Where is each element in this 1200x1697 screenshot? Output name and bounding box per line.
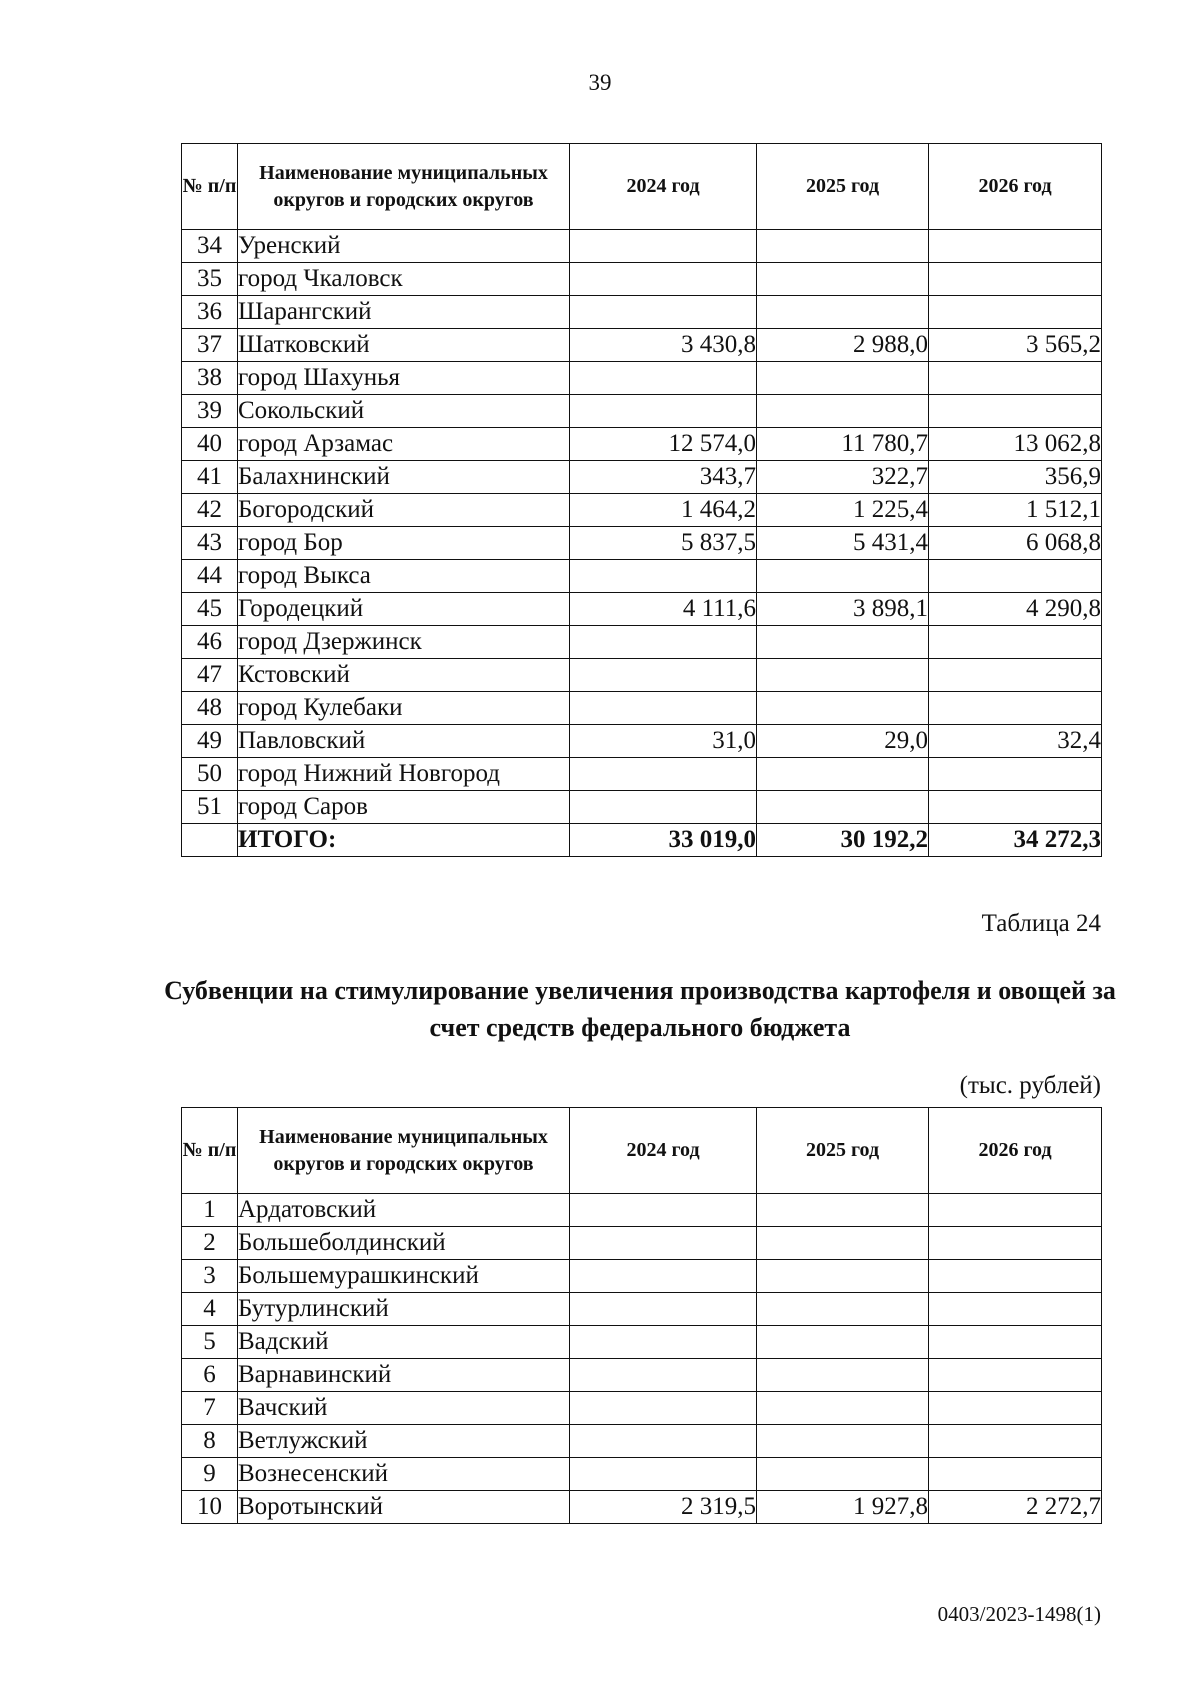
row-number-cell: 2 bbox=[182, 1227, 238, 1260]
district-name-cell: Вадский bbox=[238, 1326, 570, 1359]
value-2026-cell: 13 062,8 bbox=[929, 428, 1102, 461]
table-row bbox=[182, 1194, 1102, 1227]
value-2026-cell bbox=[929, 1359, 1102, 1392]
table-row bbox=[182, 1392, 1102, 1425]
row-number-cell: 43 bbox=[182, 527, 238, 560]
district-name-cell: город Бор bbox=[238, 527, 570, 560]
value-2025-cell bbox=[757, 1194, 929, 1227]
value-2025-cell bbox=[757, 560, 929, 593]
table-row bbox=[182, 263, 1102, 296]
value-2026-cell bbox=[929, 1425, 1102, 1458]
value-2024-cell bbox=[570, 1458, 757, 1491]
row-number-cell: 34 bbox=[182, 230, 238, 263]
table-row bbox=[182, 395, 1102, 428]
header-year-2025: 2025 год bbox=[757, 144, 929, 230]
district-name-cell: Вачский bbox=[238, 1392, 570, 1425]
row-number-cell: 48 bbox=[182, 692, 238, 725]
value-2025-cell bbox=[757, 263, 929, 296]
value-2026-cell: 4 290,8 bbox=[929, 593, 1102, 626]
value-2025-cell bbox=[757, 1326, 929, 1359]
value-2024-cell bbox=[570, 1425, 757, 1458]
value-2024-cell: 3 430,8 bbox=[570, 329, 757, 362]
table-header-row bbox=[182, 1108, 1102, 1194]
value-2025-cell bbox=[757, 692, 929, 725]
value-2026-cell bbox=[929, 692, 1102, 725]
value-2026-cell bbox=[929, 1326, 1102, 1359]
table-row bbox=[182, 362, 1102, 395]
table-caption: Таблица 24 bbox=[981, 910, 1101, 937]
district-name-cell: город Дзержинск bbox=[238, 626, 570, 659]
value-2026-cell bbox=[929, 296, 1102, 329]
value-2026-cell: 356,9 bbox=[929, 461, 1102, 494]
value-2025-cell bbox=[757, 758, 929, 791]
value-2025-cell bbox=[757, 1359, 929, 1392]
value-2026-cell bbox=[929, 230, 1102, 263]
units-label: (тыс. рублей) bbox=[959, 1072, 1101, 1099]
value-2026-cell bbox=[929, 263, 1102, 296]
value-2025-cell bbox=[757, 296, 929, 329]
district-name-cell: город Кулебаки bbox=[238, 692, 570, 725]
header-district-name: Наименование муниципальных округов и городских округов bbox=[238, 1108, 570, 1194]
total-district-name-cell: ИТОГО: bbox=[238, 824, 570, 857]
document-number: 0403/2023-1498(1) bbox=[937, 1602, 1101, 1626]
value-2024-cell bbox=[570, 1392, 757, 1425]
header-year-2026: 2026 год bbox=[929, 1108, 1102, 1194]
value-2025-cell bbox=[757, 626, 929, 659]
total-value-2026-cell: 34 272,3 bbox=[929, 824, 1102, 857]
table-row bbox=[182, 1491, 1102, 1524]
row-number-cell: 6 bbox=[182, 1359, 238, 1392]
value-2026-cell bbox=[929, 1227, 1102, 1260]
row-number-cell: 7 bbox=[182, 1392, 238, 1425]
table-row bbox=[182, 1326, 1102, 1359]
value-2024-cell bbox=[570, 1260, 757, 1293]
value-2026-cell bbox=[929, 1260, 1102, 1293]
value-2025-cell: 5 431,4 bbox=[757, 527, 929, 560]
table-row bbox=[182, 593, 1102, 626]
value-2024-cell bbox=[570, 791, 757, 824]
table-row bbox=[182, 758, 1102, 791]
value-2024-cell: 1 464,2 bbox=[570, 494, 757, 527]
value-2024-cell bbox=[570, 659, 757, 692]
table-row bbox=[182, 296, 1102, 329]
value-2025-cell: 1 225,4 bbox=[757, 494, 929, 527]
district-name-cell: Большемурашкинский bbox=[238, 1260, 570, 1293]
total-row bbox=[182, 824, 1102, 857]
value-2024-cell bbox=[570, 1227, 757, 1260]
row-number-cell: 9 bbox=[182, 1458, 238, 1491]
value-2026-cell: 6 068,8 bbox=[929, 527, 1102, 560]
district-name-cell: Кстовский bbox=[238, 659, 570, 692]
value-2025-cell bbox=[757, 1392, 929, 1425]
value-2025-cell: 11 780,7 bbox=[757, 428, 929, 461]
row-number-cell: 44 bbox=[182, 560, 238, 593]
row-number-cell: 5 bbox=[182, 1326, 238, 1359]
value-2025-cell: 2 988,0 bbox=[757, 329, 929, 362]
row-number-cell: 36 bbox=[182, 296, 238, 329]
value-2026-cell bbox=[929, 1458, 1102, 1491]
value-2025-cell: 322,7 bbox=[757, 461, 929, 494]
row-number-cell: 1 bbox=[182, 1194, 238, 1227]
header-year-2024: 2024 год bbox=[570, 144, 757, 230]
table-row bbox=[182, 1227, 1102, 1260]
value-2025-cell bbox=[757, 791, 929, 824]
row-number-cell: 8 bbox=[182, 1425, 238, 1458]
row-number-cell: 49 bbox=[182, 725, 238, 758]
value-2024-cell: 2 319,5 bbox=[570, 1491, 757, 1524]
table-row bbox=[182, 692, 1102, 725]
table-row bbox=[182, 527, 1102, 560]
value-2025-cell bbox=[757, 362, 929, 395]
value-2026-cell bbox=[929, 362, 1102, 395]
value-2025-cell: 1 927,8 bbox=[757, 1491, 929, 1524]
table-row bbox=[182, 428, 1102, 461]
value-2024-cell bbox=[570, 1194, 757, 1227]
row-number-cell: 4 bbox=[182, 1293, 238, 1326]
value-2024-cell: 31,0 bbox=[570, 725, 757, 758]
value-2025-cell bbox=[757, 1260, 929, 1293]
header-year-2026: 2026 год bbox=[929, 144, 1102, 230]
table-row bbox=[182, 494, 1102, 527]
value-2025-cell bbox=[757, 1293, 929, 1326]
district-name-cell: город Саров bbox=[238, 791, 570, 824]
row-number-cell: 3 bbox=[182, 1260, 238, 1293]
subsidy-table-continued bbox=[181, 143, 1102, 857]
value-2026-cell bbox=[929, 1293, 1102, 1326]
table-row bbox=[182, 659, 1102, 692]
value-2025-cell bbox=[757, 659, 929, 692]
value-2026-cell bbox=[929, 791, 1102, 824]
table-row bbox=[182, 1359, 1102, 1392]
value-2024-cell: 4 111,6 bbox=[570, 593, 757, 626]
page-number: 39 bbox=[588, 70, 612, 95]
value-2026-cell bbox=[929, 395, 1102, 428]
table-row bbox=[182, 560, 1102, 593]
row-number-cell: 45 bbox=[182, 593, 238, 626]
row-number-cell: 37 bbox=[182, 329, 238, 362]
total-row-number-cell bbox=[182, 824, 238, 857]
row-number-cell: 38 bbox=[182, 362, 238, 395]
value-2024-cell bbox=[570, 758, 757, 791]
value-2024-cell: 12 574,0 bbox=[570, 428, 757, 461]
header-year-2024: 2024 год bbox=[570, 1108, 757, 1194]
row-number-cell: 46 bbox=[182, 626, 238, 659]
district-name-cell: Балахнинский bbox=[238, 461, 570, 494]
value-2024-cell: 343,7 bbox=[570, 461, 757, 494]
row-number-cell: 50 bbox=[182, 758, 238, 791]
district-name-cell: Воротынский bbox=[238, 1491, 570, 1524]
value-2026-cell: 2 272,7 bbox=[929, 1491, 1102, 1524]
value-2026-cell bbox=[929, 626, 1102, 659]
row-number-cell: 47 bbox=[182, 659, 238, 692]
value-2024-cell bbox=[570, 395, 757, 428]
table-row bbox=[182, 791, 1102, 824]
total-value-2025-cell: 30 192,2 bbox=[757, 824, 929, 857]
table-row bbox=[182, 725, 1102, 758]
header-district-name: Наименование муниципальных округов и городских округов bbox=[238, 144, 570, 230]
table-row bbox=[182, 1425, 1102, 1458]
potato-vegetable-subsidy-table bbox=[181, 1107, 1102, 1524]
value-2024-cell bbox=[570, 296, 757, 329]
table-header-row bbox=[182, 144, 1102, 230]
value-2024-cell bbox=[570, 626, 757, 659]
district-name-cell: Городецкий bbox=[238, 593, 570, 626]
value-2025-cell bbox=[757, 1227, 929, 1260]
district-name-cell: Уренский bbox=[238, 230, 570, 263]
header-year-2025: 2025 год bbox=[757, 1108, 929, 1194]
value-2024-cell: 5 837,5 bbox=[570, 527, 757, 560]
value-2025-cell bbox=[757, 395, 929, 428]
row-number-cell: 35 bbox=[182, 263, 238, 296]
row-number-cell: 51 bbox=[182, 791, 238, 824]
value-2026-cell bbox=[929, 758, 1102, 791]
value-2025-cell bbox=[757, 1425, 929, 1458]
value-2024-cell bbox=[570, 1326, 757, 1359]
district-name-cell: Ардатовский bbox=[238, 1194, 570, 1227]
district-name-cell: город Нижний Новгород bbox=[238, 758, 570, 791]
table-row bbox=[182, 1293, 1102, 1326]
value-2024-cell bbox=[570, 230, 757, 263]
district-name-cell: Павловский bbox=[238, 725, 570, 758]
value-2026-cell: 3 565,2 bbox=[929, 329, 1102, 362]
value-2025-cell: 29,0 bbox=[757, 725, 929, 758]
row-number-cell: 10 bbox=[182, 1491, 238, 1524]
header-number: № п/п bbox=[182, 144, 238, 230]
value-2026-cell bbox=[929, 560, 1102, 593]
value-2024-cell bbox=[570, 263, 757, 296]
value-2026-cell: 32,4 bbox=[929, 725, 1102, 758]
district-name-cell: город Выкса bbox=[238, 560, 570, 593]
district-name-cell: город Арзамас bbox=[238, 428, 570, 461]
table-row bbox=[182, 329, 1102, 362]
value-2026-cell bbox=[929, 1392, 1102, 1425]
district-name-cell: Вознесенский bbox=[238, 1458, 570, 1491]
row-number-cell: 42 bbox=[182, 494, 238, 527]
value-2026-cell bbox=[929, 1194, 1102, 1227]
row-number-cell: 41 bbox=[182, 461, 238, 494]
district-name-cell: Шарангский bbox=[238, 296, 570, 329]
value-2025-cell bbox=[757, 1458, 929, 1491]
table-row bbox=[182, 230, 1102, 263]
value-2025-cell bbox=[757, 230, 929, 263]
row-number-cell: 40 bbox=[182, 428, 238, 461]
district-name-cell: Бутурлинский bbox=[238, 1293, 570, 1326]
value-2025-cell: 3 898,1 bbox=[757, 593, 929, 626]
district-name-cell: Большеболдинский bbox=[238, 1227, 570, 1260]
row-number-cell: 39 bbox=[182, 395, 238, 428]
header-number: № п/п bbox=[182, 1108, 238, 1194]
value-2024-cell bbox=[570, 560, 757, 593]
value-2024-cell bbox=[570, 1293, 757, 1326]
table-row bbox=[182, 1260, 1102, 1293]
district-name-cell: Шатковский bbox=[238, 329, 570, 362]
total-value-2024-cell: 33 019,0 bbox=[570, 824, 757, 857]
value-2024-cell bbox=[570, 1359, 757, 1392]
table-title: Субвенции на стимулирование увеличения производства картофеля и овощей за счет средств федерального бюджета bbox=[164, 976, 1116, 1042]
district-name-cell: Богородский bbox=[238, 494, 570, 527]
table-row bbox=[182, 461, 1102, 494]
district-name-cell: Варнавинский bbox=[238, 1359, 570, 1392]
value-2024-cell bbox=[570, 692, 757, 725]
value-2026-cell: 1 512,1 bbox=[929, 494, 1102, 527]
value-2026-cell bbox=[929, 659, 1102, 692]
district-name-cell: город Чкаловск bbox=[238, 263, 570, 296]
district-name-cell: город Шахунья bbox=[238, 362, 570, 395]
district-name-cell: Ветлужский bbox=[238, 1425, 570, 1458]
table-row bbox=[182, 1458, 1102, 1491]
district-name-cell: Сокольский bbox=[238, 395, 570, 428]
table-row bbox=[182, 626, 1102, 659]
value-2024-cell bbox=[570, 362, 757, 395]
